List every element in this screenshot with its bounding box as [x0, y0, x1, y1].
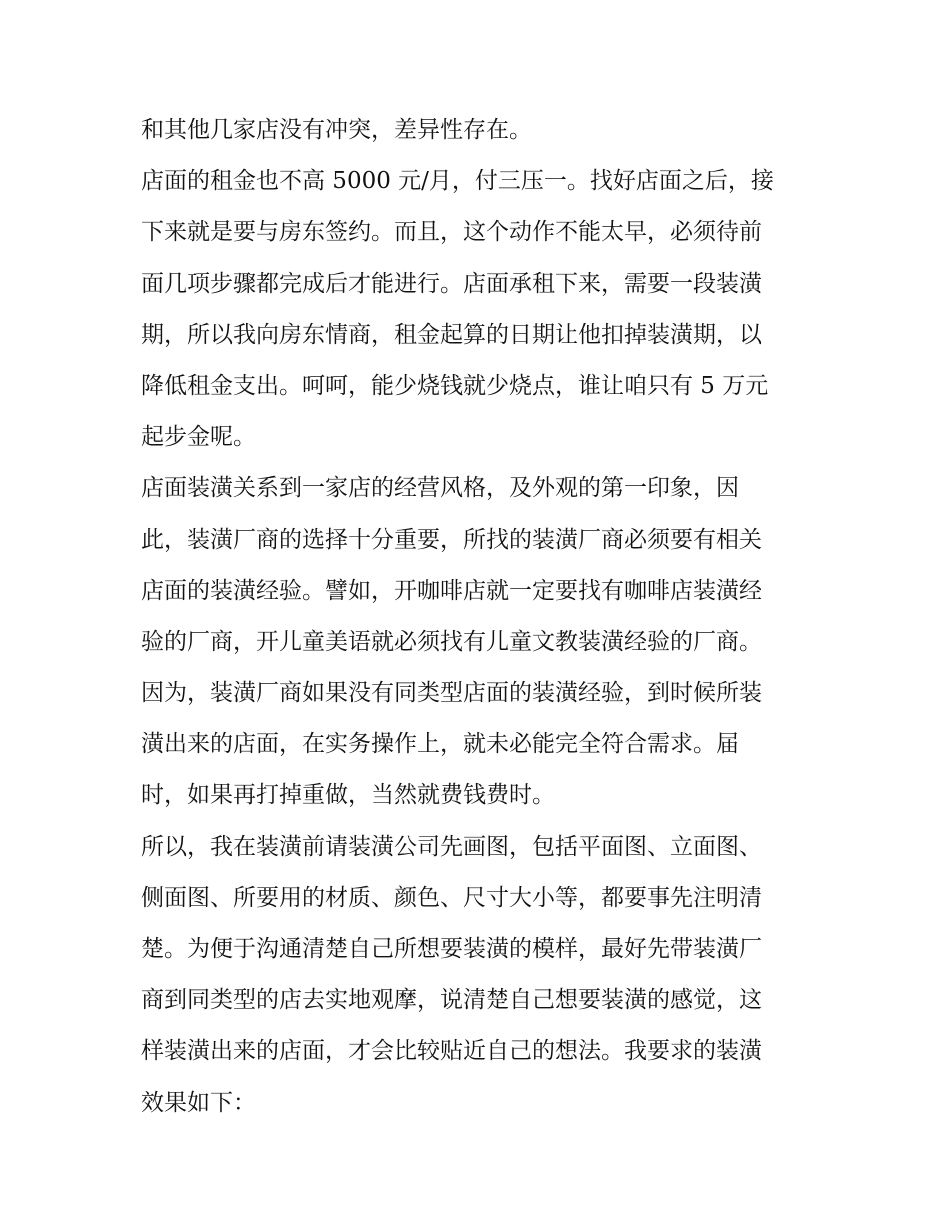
paragraph	[141, 105, 811, 156]
text-line: 期，所以我向房东情商，租金起算的日期让他扣掉装潢期，以	[141, 321, 762, 348]
text-line: 时，如果再打掉重做，当然就费钱费时。	[141, 782, 555, 809]
text-line: 店面的装潢经验。譬如，开咖啡店就一定要找有咖啡店装潢经	[141, 577, 762, 604]
text-line: 效果如下：	[141, 1089, 256, 1116]
text-line: 潢出来的店面，在实务操作上，就未必能完全符合需求。届	[141, 731, 739, 758]
text-line: 样装潢出来的店面，才会比较贴近自己的想法。我要求的装潢	[141, 1038, 762, 1065]
text-line: 和其他几家店没有冲突，差异性存在。	[141, 117, 532, 143]
paragraph	[141, 822, 811, 1129]
text-line: 楚。为便于沟通清楚自己所想要装潢的模样，最好先带装潢厂	[141, 936, 762, 962]
text-line: 面几项步骤都完成后才能进行。店面承租下来，需要一段装潢	[141, 270, 762, 297]
paragraph	[141, 156, 811, 463]
text-line: 侧面图、所要用的材质、颜色、尺寸大小等，都要事先注明清	[141, 884, 762, 911]
text-line: 起步金呢。	[141, 424, 256, 451]
text-line: 商到同类型的店去实地观摩，说清楚自己想要装潢的感觉，这	[141, 987, 762, 1014]
text-line: 店面装潢关系到一家店的经营风格，及外观的第一印象，因	[141, 475, 739, 502]
text-line: 因为，装潢厂商如果没有同类型店面的装潢经验，到时候所装	[141, 680, 762, 707]
text-line: 所以，我在装潢前请装潢公司先画图，包括平面图、立面图、	[141, 833, 762, 860]
text-line: 店面的租金也不高 5000 元/月，付三压一。找好店面之后，接	[141, 168, 774, 195]
document-page	[141, 105, 811, 1129]
text-line: 验的厂商，开儿童美语就必须找有儿童文教装潢经验的厂商。	[141, 628, 762, 655]
paragraph	[141, 463, 811, 821]
text-line: 此，装潢厂商的选择十分重要，所找的装潢厂商必须要有相关	[141, 526, 762, 553]
text-line: 下来就是要与房东签约。而且，这个动作不能太早，必须待前	[141, 219, 762, 246]
text-line: 降低租金支出。呵呵，能少烧钱就少烧点，谁让咱只有 5 万元	[141, 372, 769, 399]
